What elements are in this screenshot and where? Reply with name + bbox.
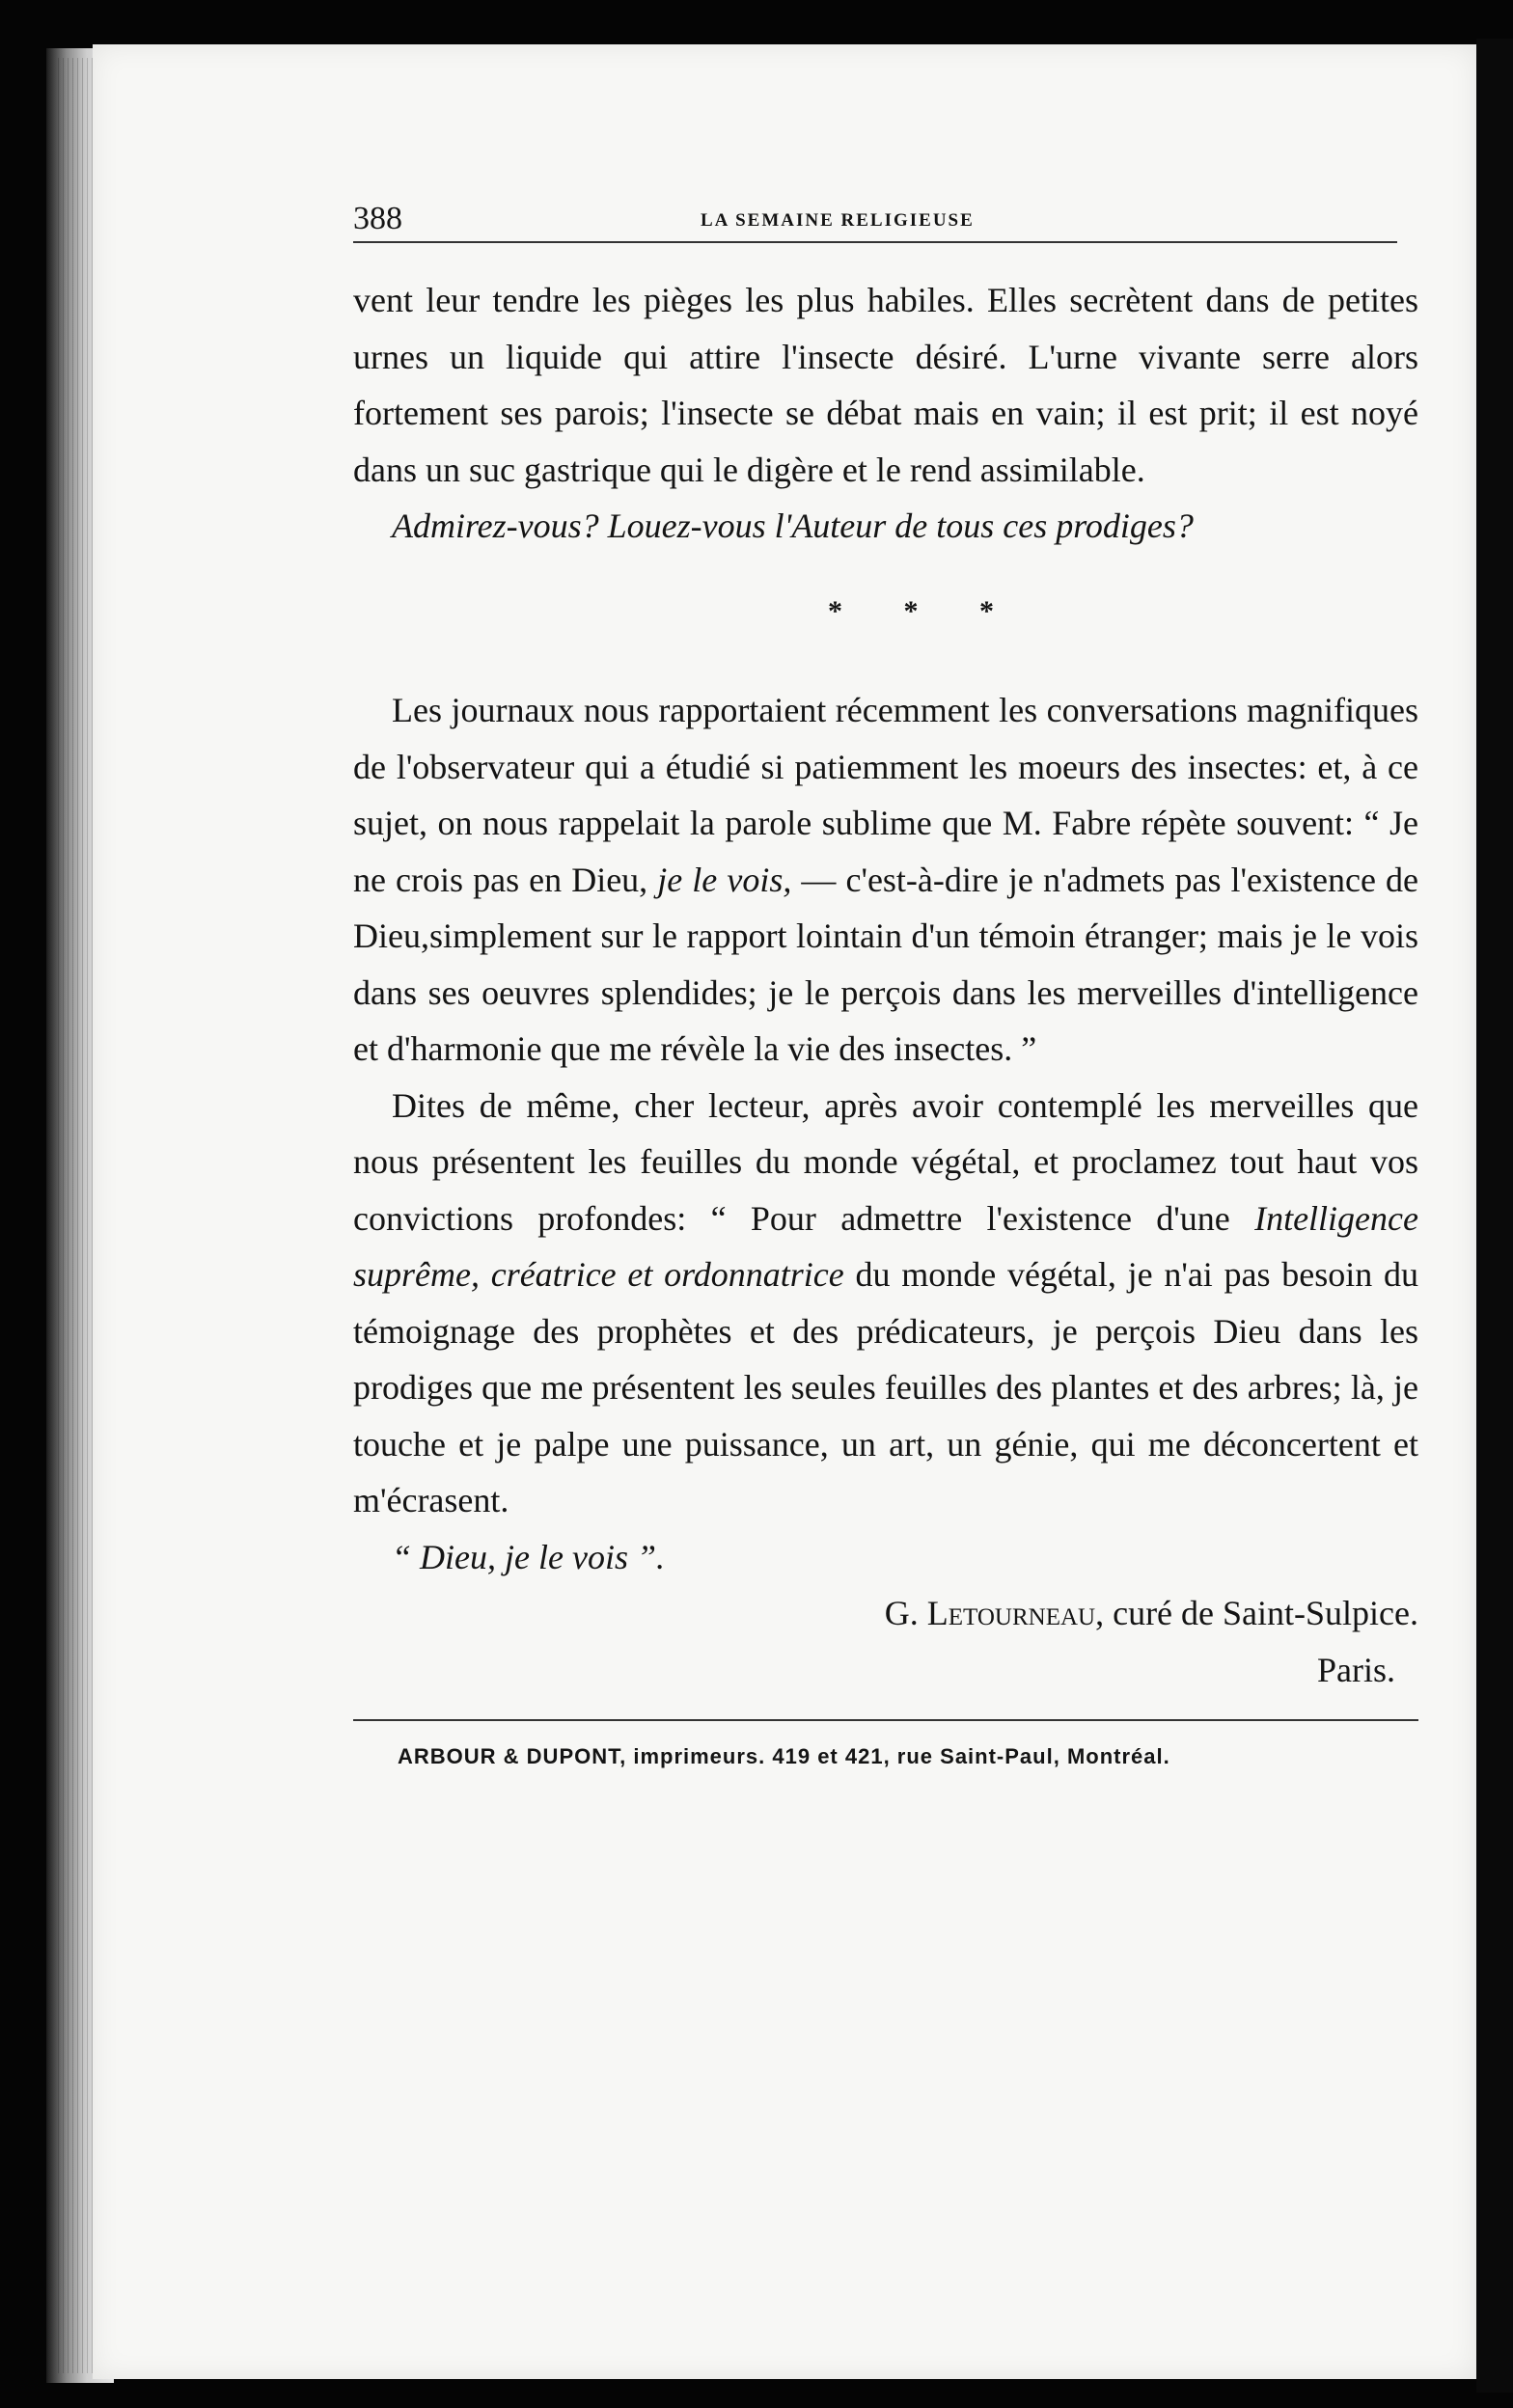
running-header: [353, 183, 1397, 243]
fabre-italic-phrase: je le vois,: [657, 860, 792, 899]
closing-quote: “ Dieu, je le vois ”.: [392, 1537, 665, 1576]
author-place: Paris.: [1317, 1650, 1395, 1689]
article-body: [353, 272, 1418, 1698]
paragraph-fabre-quote: [353, 682, 1418, 1078]
running-title: LA SEMAINE RELIGIEUSE: [701, 210, 975, 231]
paragraph-admirez-vous: Admirez-vous? Louez-vous l'Auteur de tous ces prodiges?: [392, 506, 1194, 545]
scan-right-border: [1476, 39, 1513, 2393]
fabre-text-end: — c'est-à-dire je n'admets pas l'existence de Dieu,simplement sur le rapport lointain d'un témoin étranger; mais je le vois dans ses oeuvres splendides; je le perçois dans les merveilles d'intelligence et d'harmonie que me révèle la vie des insectes. ”: [353, 860, 1419, 1068]
exhortation-text-start: Dites de même, cher lecteur, après avoir contemplé les merveilles que nous présentent les feuilles du monde végétal, et proclamez tout haut vos convictions profondes: “ Pour admettre l'existence d'une: [353, 1085, 1418, 1238]
fabre-text-start: Les journaux nous rapportaient récemment les conversations magnifiques de l'observateur qui a étudié si patiemment les moeurs des insectes: et, à ce sujet, on nous rappelait la parole sublime que M. Fabre répète souvent: “ Je ne crois pas en Dieu,: [353, 691, 1418, 899]
paragraph-reader-exhortation: [353, 1078, 1418, 1529]
paragraph-carnivorous-plants: vent leur tendre les pièges les plus habiles. Elles secrètent dans de petites urnes un liquide qui attire l'insecte désiré. L'urne vivante serre alors fortement ses parois; l'insecte se débat mais en vain; il est prit; il est noyé dans un suc gastrique qui le digère et le rend assimilable.: [353, 281, 1418, 489]
section-separator: * * *: [828, 594, 1021, 627]
author-title: , curé de Saint-Sulpice.: [1095, 1594, 1418, 1632]
page-number: 388: [353, 201, 402, 236]
author-name: G. Letourneau: [884, 1594, 1096, 1632]
exhortation-text-end: du monde végétal, je n'ai pas besoin du témoignage des prophètes et des prédicateurs, je perçois Dieu dans les prodiges que me présentent les seules feuilles des plantes et des arbres; là, je touche et je palpe une puissance, un art, un génie, qui me déconcertent et m'écrasent.: [353, 1255, 1418, 1519]
printer-imprint: ARBOUR & DUPONT, imprimeurs. 419 et 421, rue Saint-Paul, Montréal.: [398, 1744, 1170, 1768]
page-content: [353, 183, 1418, 1769]
author-signature: [353, 1585, 1418, 1642]
footer-rule: [353, 1719, 1418, 1721]
exhortation-italic-phrase: Intelligence suprême, créatrice et ordonnatrice: [353, 1198, 1418, 1294]
